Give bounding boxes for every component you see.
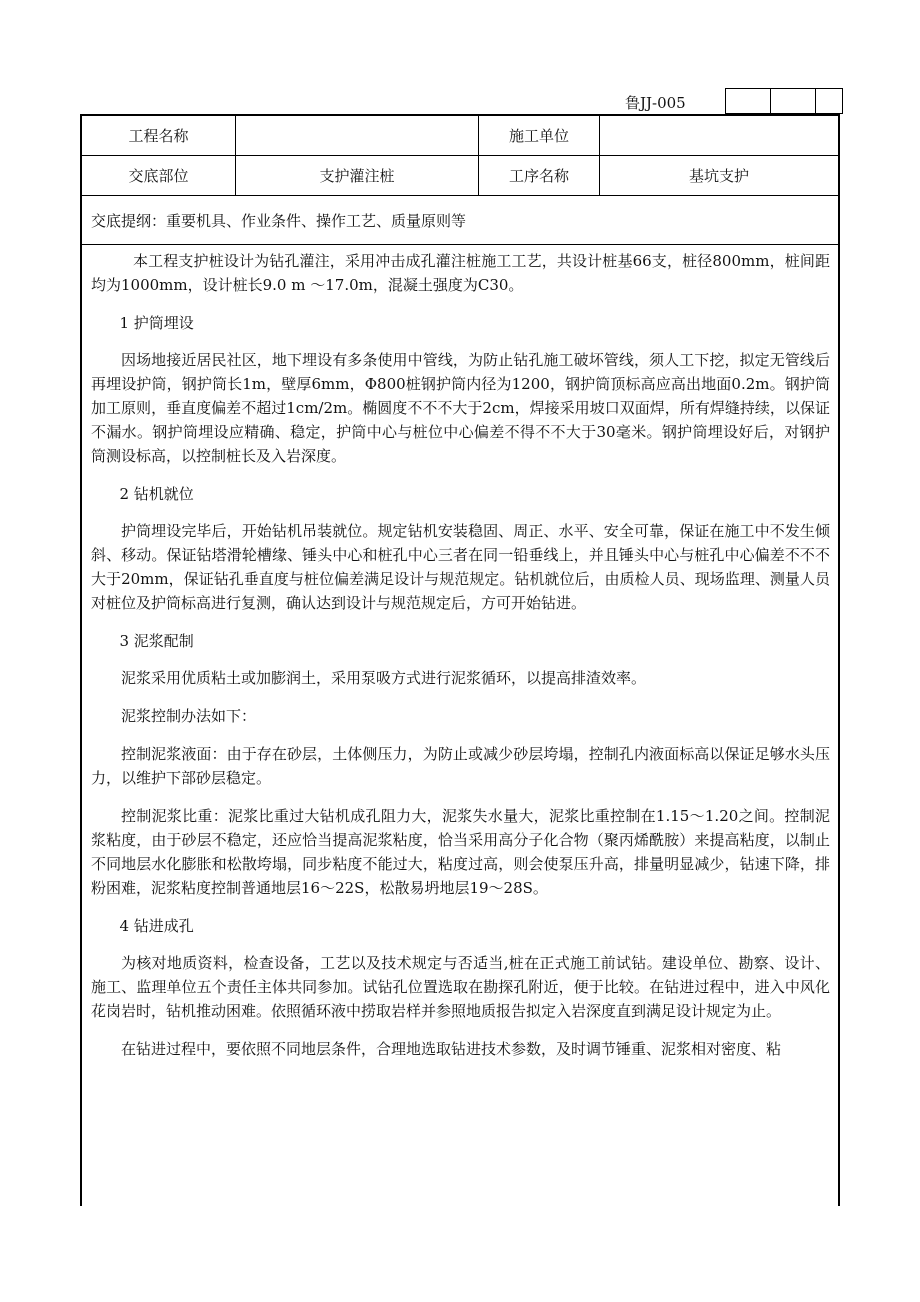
briefing-part-label: 交底部位 (82, 156, 236, 195)
section-2-body: 护筒埋设完毕后，开始钻机吊装就位。规定钻机安装稳固、周正、水平、安全可靠，保证在施工中不发生倾斜、移动。保证钻塔滑轮槽缘、锤头中心和桩孔中心三者在同一铅垂线上，并且锤头中心与桩孔中心偏差不不不大于20mm，保证钻孔垂直度与桩位偏差满足设计与规范规定。钻机就位后，由质检人员、现场监理、测量人员对桩位及护筒标高进行复测，确认达到设计与规范规定后，方可开始钻进。 (91, 522, 830, 612)
section-2-title: 2 钻机就位 (119, 485, 194, 503)
section-4-title: 4 钻进成孔 (119, 917, 194, 935)
section-3-title: 3 泥浆配制 (119, 632, 194, 650)
section-4-body-2: 在钻进过程中，要依照不同地层条件，合理地选取钻进技术参数，及时调节锤重、泥浆相对密度、粘 (121, 1040, 782, 1058)
project-name-label: 工程名称 (82, 116, 236, 155)
form-code: 鲁JJ-005 (625, 94, 686, 112)
code-boxes (725, 88, 843, 114)
code-box (815, 88, 843, 114)
process-name-label: 工序名称 (479, 156, 600, 195)
process-name-value: 基坑支护 (688, 167, 749, 185)
section-3-body-3: 控制泥浆液面：由于存在砂层，土体侧压力，为防止或减少砂层垮塌，控制孔内液面标高以保证足够水头压力，以维护下部砂层稳定。 (91, 745, 830, 787)
code-box (725, 88, 770, 114)
section-3-body-4: 控制泥浆比重：泥浆比重过大钻机成孔阻力大，泥浆失水量大，泥浆比重控制在1.15～1.20之间。控制泥浆粘度，由于砂层不稳定，还应恰当提高泥浆粘度，恰当采用高分子化合物（聚丙烯酰胺）来提高粘度，以制止不同地层水化膨胀和松散垮塌，同步粘度不能过大，粘度过高，则会使泵压升高，排量明显减少，钻速下降，排粉困难，泥浆粘度控制普通地层16～22S，松散易坍地层19～28S。 (91, 807, 830, 897)
section-4-body-1: 为核对地质资料，检查设备，工艺以及技术规定与否适当,桩在正式施工前试钻。建设单位、勘察、设计、施工、监理单位五个责任主体共同参加。试钻孔位置选取在勘探孔附近，便于比较。在钻进过程中，进入中风化花岗岩时，钻机推动困难。依照循环液中捞取岩样并参照地质报告拟定入岩深度直到满足设计规定为止。 (91, 954, 830, 1020)
section-3-body-1: 泥浆采用优质粘土或加膨润土，采用泵吸方式进行泥浆循环，以提高排渣效率。 (121, 669, 647, 687)
intro-paragraph: 本工程支护桩设计为钻孔灌注，采用冲击成孔灌注桩施工工艺，共设计桩基66支，桩径800mm，桩间距均为1000mm，设计桩长9.0 m ～17.0m，混凝土强度为C30。 (91, 252, 830, 294)
briefing-form (80, 114, 840, 1206)
code-box (770, 88, 815, 114)
section-1-title: 1 护筒埋设 (119, 314, 194, 332)
header-row-2 (82, 156, 838, 196)
briefing-content (82, 245, 838, 1061)
briefing-outline: 交底提纲：重要机具、作业条件、操作工艺、质量原则等 (82, 196, 838, 245)
section-1-body: 因场地接近居民社区，地下埋设有多条使用中管线，为防止钻孔施工破坏管线，须人工下挖，拟定无管线后再埋设护筒，钢护筒长1m，壁厚6mm，Φ800桩钢护筒内径为1200，钢护筒顶标高应高出地面0.2m。钢护筒加工原则，垂直度偏差不超过1cm/2m。椭圆度不不不大于2cm，焊接采用坡口双面焊，所有焊缝持续，以保证不漏水。钢护筒埋设应精确、稳定，护筒中心与桩位中心偏差不得不不大于30毫米。钢护筒埋设好后，对钢护筒测设标高，以控制桩长及入岩深度。 (91, 351, 830, 465)
header-row-1 (82, 116, 838, 156)
construction-unit-label: 施工单位 (479, 116, 600, 155)
form-code-row (80, 88, 841, 114)
project-name-value (236, 116, 479, 155)
section-3-body-2: 泥浆控制办法如下： (121, 707, 257, 725)
construction-unit-value (600, 116, 838, 155)
briefing-part-value: 支护灌注桩 (236, 156, 479, 195)
